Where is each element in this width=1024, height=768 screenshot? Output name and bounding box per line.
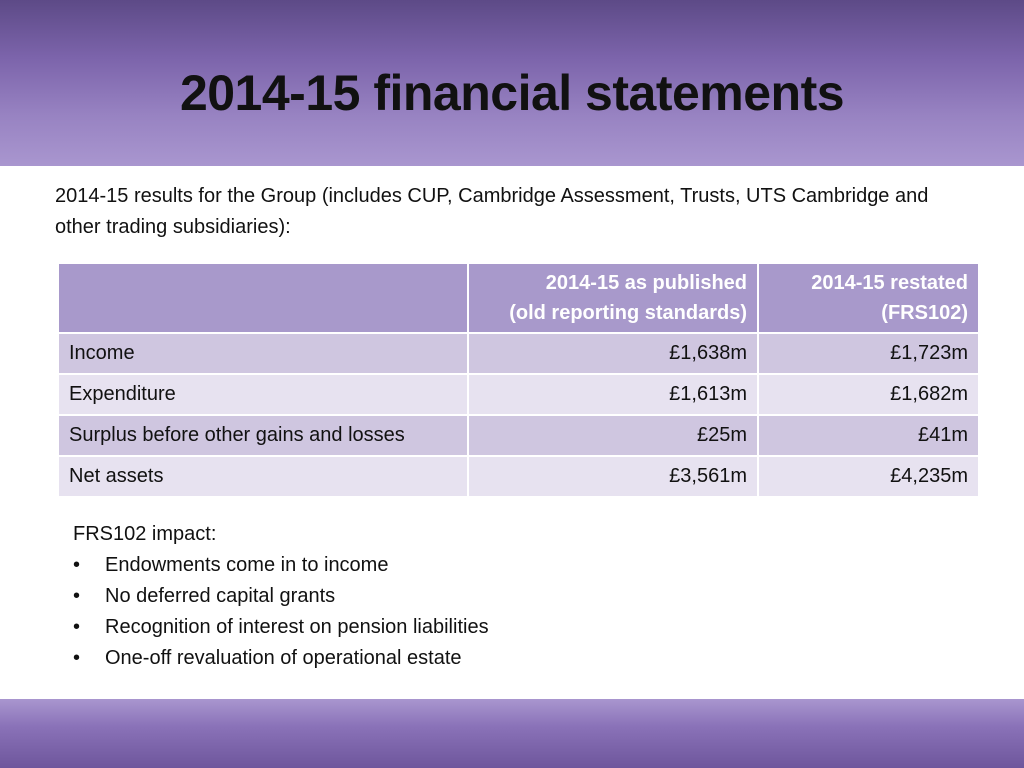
frs102-impact [73,519,873,674]
restated-value: £1,682m [759,375,978,414]
table-row [59,457,978,496]
list-item-text: One-off revaluation of operational estate [105,647,462,669]
published-value: £1,613m [469,375,757,414]
footer-banner [0,699,1024,768]
bullet-icon: • [73,554,81,576]
restated-value: £41m [759,416,978,455]
slide-title: 2014-15 financial statements [179,65,845,121]
list-item [73,550,873,581]
published-value: £3,561m [469,457,757,496]
list-item [73,612,873,643]
published-value: £25m [469,416,757,455]
row-label: Income [59,334,467,373]
header-empty-cell [59,264,467,332]
header-restated-line1: 2014-15 restated [811,272,968,294]
bullet-icon: • [73,616,81,638]
table-row [59,375,978,414]
bullet-icon: • [73,585,81,607]
row-label: Net assets [59,457,467,496]
row-label: Expenditure [59,375,467,414]
table-row [59,416,978,455]
list-item [73,581,873,612]
table-header-row [59,264,978,332]
header-published-line2: (old reporting standards) [509,302,747,324]
table-row [59,334,978,373]
published-value: £1,638m [469,334,757,373]
list-item-text: No deferred capital grants [105,585,336,607]
list-item-text: Recognition of interest on pension liabilities [105,616,489,638]
header-published-line1: 2014-15 as published [545,272,747,294]
header-published [469,264,757,332]
list-item [73,643,873,674]
header-restated [759,264,978,332]
restated-value: £4,235m [759,457,978,496]
bullet-icon: • [73,647,81,669]
impact-list [73,550,873,674]
impact-heading: FRS102 impact: [73,523,217,545]
list-item-text: Endowments come in to income [105,554,389,576]
row-label: Surplus before other gains and losses [59,416,467,455]
restated-value: £1,723m [759,334,978,373]
financial-table [57,262,980,498]
header-restated-line2: (FRS102) [881,302,968,324]
intro-text: 2014-15 results for the Group (includes CUP, Cambridge Assessment, Trusts, UTS Cambridge and other trading subsidiaries): [55,185,929,238]
